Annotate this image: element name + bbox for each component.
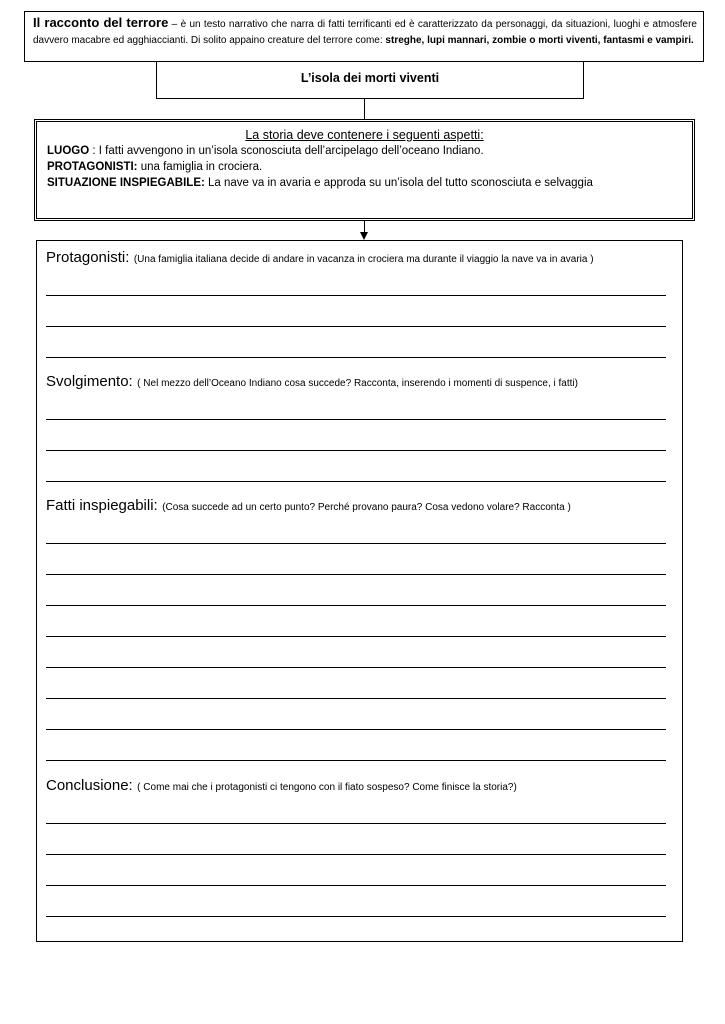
section-development: [46, 373, 666, 391]
section-unexplained-facts: [46, 497, 666, 515]
section-note: ( Come mai che i protagonisti ci tengono con il fiato sospeso? Come finisce la storia?): [137, 782, 517, 793]
section-heading: Svolgimento:: [46, 373, 133, 390]
requirement-situation: [47, 175, 682, 191]
writing-line[interactable]: [46, 450, 666, 451]
connector-line: [364, 99, 365, 119]
arrow-down-icon: [360, 232, 368, 240]
section-conclusion: [46, 777, 666, 795]
writing-line[interactable]: [46, 698, 666, 699]
writing-line[interactable]: [46, 326, 666, 327]
section-heading: Fatti inspiegabili:: [46, 497, 158, 514]
section-protagonists: [46, 249, 666, 267]
writing-line[interactable]: [46, 605, 666, 606]
intro-dash: –: [168, 19, 181, 30]
writing-line[interactable]: [46, 885, 666, 886]
writing-line[interactable]: [46, 543, 666, 544]
intro-title: Il racconto del terrore: [33, 15, 169, 30]
writing-line[interactable]: [46, 636, 666, 637]
writing-line[interactable]: [46, 481, 666, 482]
section-note: (Cosa succede ad un certo punto? Perché provano paura? Cosa vedono volare? Racconta ): [162, 502, 571, 513]
requirements-box: [34, 119, 695, 221]
writing-line[interactable]: [46, 419, 666, 420]
writing-line[interactable]: [46, 667, 666, 668]
requirements-heading: La storia deve contenere i seguenti aspetti:: [245, 128, 484, 142]
writing-line[interactable]: [46, 357, 666, 358]
section-heading: Protagonisti:: [46, 249, 130, 266]
section-heading: Conclusione:: [46, 777, 133, 794]
requirement-label: PROTAGONISTI:: [47, 161, 138, 173]
writing-line[interactable]: [46, 760, 666, 761]
writing-line[interactable]: [46, 823, 666, 824]
intro-box: [24, 11, 704, 62]
requirement-label: SITUAZIONE INSPIEGABILE:: [47, 177, 205, 189]
writing-line[interactable]: [46, 729, 666, 730]
requirement-text: La nave va in avaria e approda su un’isola del tutto sconosciuta e selvaggia: [208, 177, 593, 189]
writing-line[interactable]: [46, 916, 666, 917]
requirement-label: LUOGO: [47, 145, 90, 157]
writing-line[interactable]: [46, 854, 666, 855]
requirement-text: una famiglia in crociera.: [140, 161, 263, 173]
writing-line[interactable]: [46, 295, 666, 296]
section-note: (Una famiglia italiana decide di andare in vacanza in crociera ma durante il viaggio la nave va in avaria ): [133, 254, 594, 265]
writing-area: [36, 240, 683, 942]
intro-creatures: streghe, lupi mannari, zombie o morti viventi, fantasmi e vampiri.: [385, 35, 694, 46]
requirement-separator: :: [89, 145, 99, 157]
intro-text: è un testo narrativo che narra di fatti terrificanti ed è caratterizzato da personaggi, da situazioni, luoghi e atmosfere davvero macabre ed agghiaccianti. Di solito appaino creature del terrore come:: [33, 19, 697, 46]
story-title: L’isola dei morti viventi: [156, 62, 584, 99]
section-note: ( Nel mezzo dell’Oceano Indiano cosa succede? Racconta, inserendo i momenti di suspence, i fatti): [137, 378, 578, 389]
requirement-protagonists: [47, 159, 682, 175]
writing-line[interactable]: [46, 574, 666, 575]
requirement-place: [47, 143, 682, 159]
requirement-text: I fatti avvengono in un’isola sconosciuta dell’arcipelago dell’oceano Indiano.: [98, 145, 484, 157]
